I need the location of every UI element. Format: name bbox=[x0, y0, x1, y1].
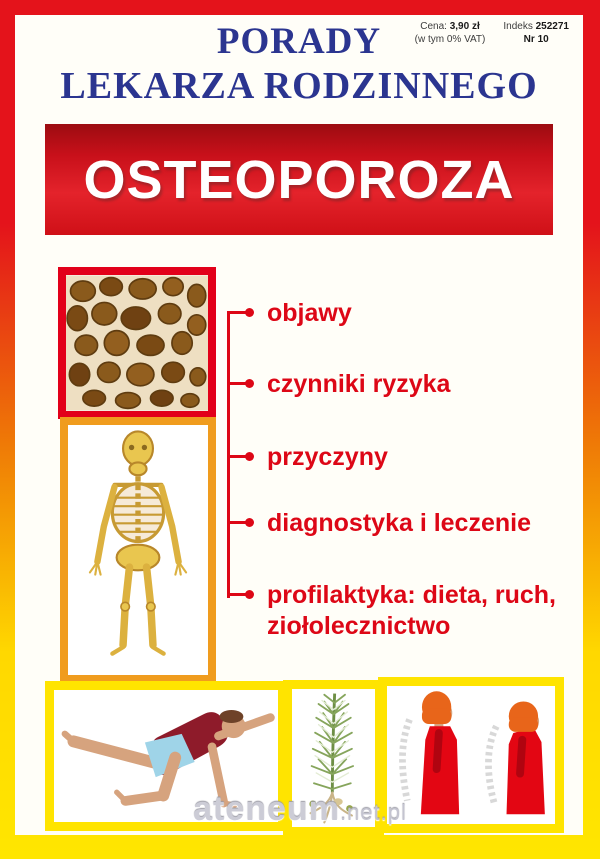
topic-item bbox=[227, 442, 597, 473]
topic-item bbox=[227, 369, 597, 400]
posture-illustration bbox=[387, 686, 555, 824]
main-title: OSTEOPOROZA bbox=[83, 149, 515, 210]
price-value: 3,90 zł bbox=[449, 21, 480, 32]
topic-label: czynniki ryzyka bbox=[267, 370, 451, 398]
topic-item bbox=[227, 508, 597, 539]
watermark-main: ateneum bbox=[193, 790, 340, 828]
topic-label: profilaktyka: dieta, ruch, ziołolecznictwo bbox=[267, 581, 556, 640]
index-label: Indeks bbox=[503, 21, 533, 32]
topic-label: objawy bbox=[267, 299, 352, 327]
cover-inner-panel bbox=[15, 15, 583, 835]
topic-label: diagnostyka i leczenie bbox=[267, 509, 531, 537]
topic-item bbox=[227, 580, 597, 642]
bone-tissue-image bbox=[58, 267, 216, 419]
watermark bbox=[193, 790, 407, 829]
main-title-banner bbox=[45, 124, 553, 235]
bone-tissue-illustration bbox=[66, 275, 208, 411]
bullet-icon bbox=[227, 311, 247, 314]
bullet-icon bbox=[227, 455, 247, 458]
price-label: Cena: bbox=[420, 21, 447, 32]
topic-item bbox=[227, 298, 597, 329]
series-title-line2: LEKARZA RODZINNEGO bbox=[60, 65, 538, 107]
bullet-icon bbox=[227, 593, 247, 596]
skeleton-illustration bbox=[68, 425, 208, 675]
vat-note: (w tym 0% VAT) bbox=[414, 33, 486, 45]
bullet-icon bbox=[227, 521, 247, 524]
index-value: 252271 bbox=[535, 21, 569, 32]
watermark-suffix: .net.pl bbox=[339, 800, 407, 825]
topic-label: przyczyny bbox=[267, 443, 388, 471]
series-title-line1: PORADY bbox=[216, 21, 382, 62]
skeleton-image bbox=[60, 417, 216, 683]
issue-number: Nr 10 bbox=[523, 33, 549, 45]
bullet-icon bbox=[227, 382, 247, 385]
